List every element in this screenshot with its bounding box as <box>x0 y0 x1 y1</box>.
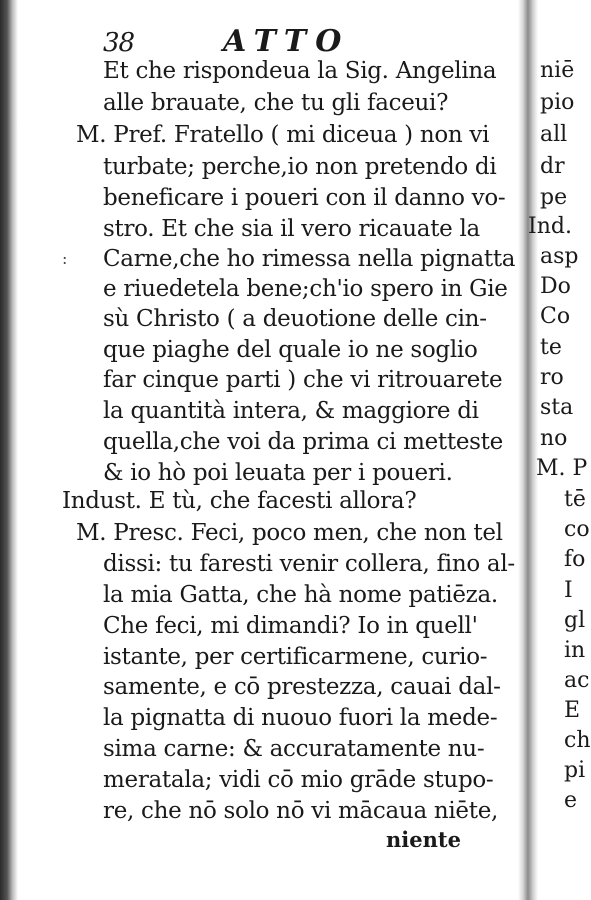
text-line: turbate; perche,io non pretendo di <box>103 154 497 180</box>
margin-mark: : <box>62 249 68 268</box>
page-header <box>103 24 503 58</box>
text-line: sù Christo ( a deuotione delle cin- <box>103 306 487 332</box>
running-title: ATTO <box>223 24 351 59</box>
text-line: re, che nō solo nō vi mācaua niēte, <box>103 798 499 824</box>
text-line: samente, e cō prestezza, cauai dal- <box>103 674 501 700</box>
text-line: alle brauate, che tu gli faceui? <box>103 90 449 116</box>
facing-line: in <box>564 638 586 663</box>
facing-line: tē <box>564 487 586 512</box>
text-line: far cinque parti ) che vi ritrouarete <box>103 367 503 393</box>
facing-line: e <box>564 788 578 813</box>
text-line: M. Presc. Feci, poco men, che non tel <box>76 520 503 546</box>
text-line: sima carne: & accuratamente nu- <box>103 736 485 762</box>
facing-line: fo <box>564 547 586 572</box>
text-line: quella,che voi da prima ci metteste <box>103 429 503 455</box>
text-line: beneficare i poueri con il danno vo- <box>103 185 506 211</box>
facing-line: te <box>540 335 562 360</box>
facing-line: sta <box>540 395 574 420</box>
facing-line: E <box>564 698 581 723</box>
left-gutter-shadow <box>0 0 18 900</box>
text-line: stro. Et che sia il vero ricauate la <box>103 216 480 242</box>
facing-line: ch <box>564 728 591 753</box>
facing-page-edge <box>528 58 591 900</box>
page-number: 38 <box>103 28 135 58</box>
facing-line: co <box>564 517 590 542</box>
facing-line: Do <box>540 274 571 299</box>
text-line: Et che rispondeua la Sig. Angelina <box>103 58 497 84</box>
facing-line: gl <box>564 608 586 633</box>
facing-line: all <box>540 122 568 147</box>
text-line: Indust. E tù, che facesti allora? <box>62 488 417 514</box>
facing-line: asp <box>540 244 579 269</box>
facing-line: niē <box>540 58 575 83</box>
facing-line: no <box>540 426 568 451</box>
text-line: la quantità intera, & maggiore di <box>103 398 479 424</box>
text-line: que piaghe del quale io ne soglio <box>103 337 478 363</box>
facing-line: pe <box>540 185 568 210</box>
text-line: istante, per certificarmene, curio- <box>103 644 488 670</box>
facing-line: I <box>564 578 573 603</box>
facing-line: Ind. <box>528 214 572 239</box>
text-line: dissi: tu faresti venir collera, fino al- <box>103 551 515 577</box>
text-line: Che feci, mi dimandi? Io in quell' <box>103 613 478 639</box>
text-line: meratala; vidi cō mio grāde stupo- <box>103 767 494 793</box>
facing-line: pi <box>564 758 586 783</box>
page-fold-shadow <box>518 0 538 900</box>
text-line: la pignatta di nuouo fuori la mede- <box>103 705 498 731</box>
text-line: la mia Gatta, che hà nome patiēza. <box>103 582 498 608</box>
text-line: & io hò poi leuata per i poueri. <box>103 460 453 486</box>
facing-line: M. P <box>536 456 588 481</box>
text-line: M. Pref. Fratello ( mi diceua ) non vi <box>76 122 490 148</box>
facing-line: dr <box>540 154 565 179</box>
text-line: Carne,che ho rimessa nella pignatta <box>103 246 516 272</box>
facing-line: ro <box>540 365 564 390</box>
facing-line: pio <box>540 90 575 115</box>
facing-line: ac <box>564 668 590 693</box>
catchword: niente <box>386 827 461 852</box>
facing-line: Co <box>540 304 571 329</box>
text-line: e riuedetela bene;ch'io spero in Gie <box>103 276 508 302</box>
